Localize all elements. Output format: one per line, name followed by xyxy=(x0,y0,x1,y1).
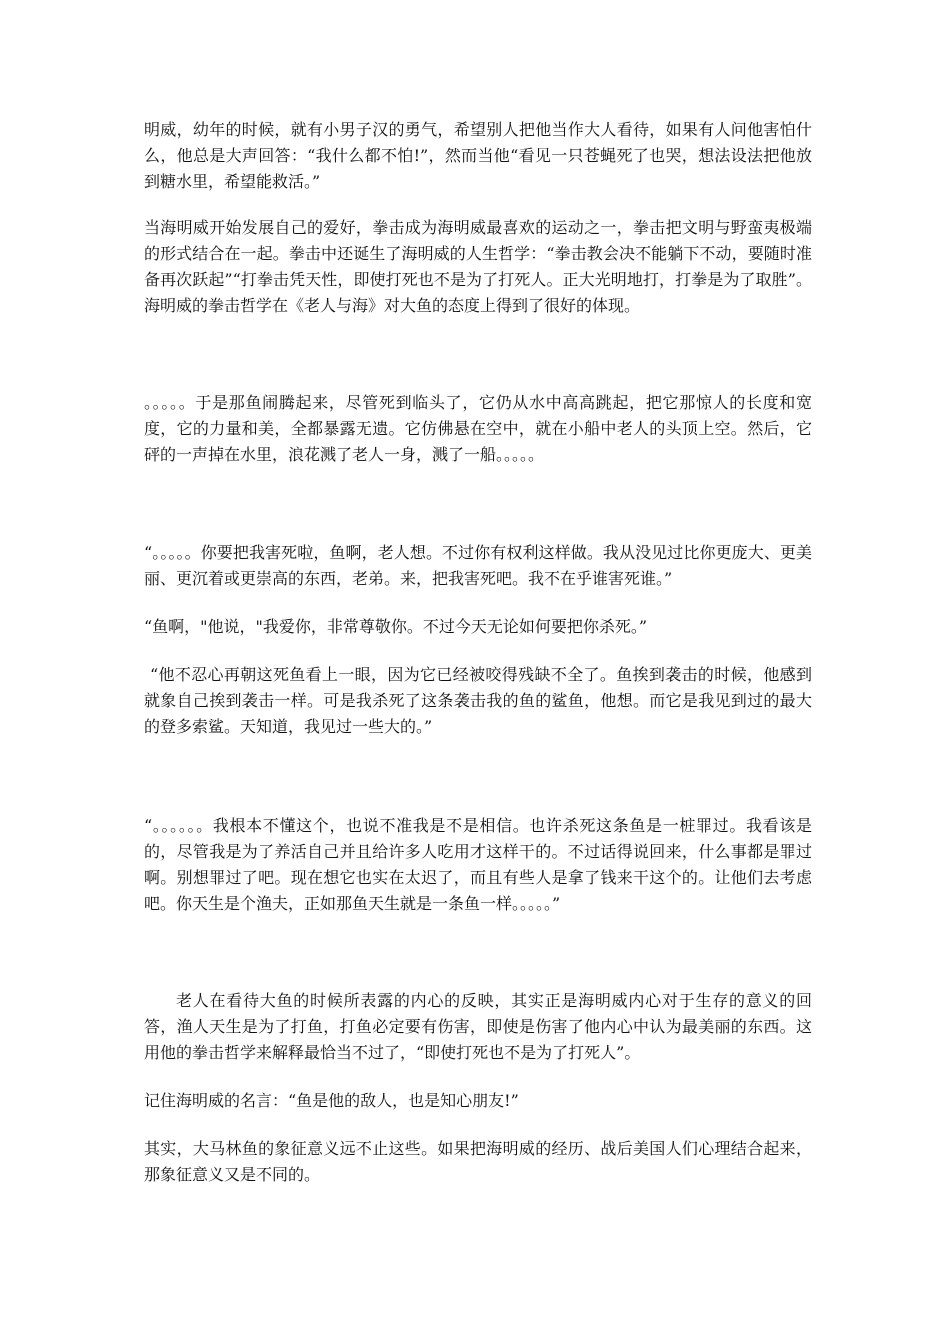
paragraph-i-love-you-quote: “鱼啊，"他说，"我爱你，非常尊敬你。不过今天无论如何要把你杀死。” xyxy=(144,617,648,636)
paragraph-kill-me-quote: “。。。。。你要把我害死啦，鱼啊，老人想。不过你有权利这样做。我从没见过比你更庞大、更美丽、更沉着或更崇高的东西，老弟。来，把我害死吧。我不在乎谁害死谁。” xyxy=(144,543,812,588)
paragraph-famous-saying: 记住海明威的名言：“鱼是他的敌人，也是知心朋友!” xyxy=(144,1091,519,1110)
paragraph-boxing-philosophy: 当海明威开始发展自己的爱好，拳击成为海明威最喜欢的运动之一，拳击把文明与野蛮夷极端的形式结合在一起。拳击中还诞生了海明威的人生哲学：“拳击教会决不能躺下不动，要随时准备再次跃起”“打拳击凭天性，即使打死也不是为了打死人。正大光明地打，打拳是为了取胜”。海明威的拳击哲学在《老人与海》对大鱼的态度上得到了很好的体现。 xyxy=(144,218,812,315)
paragraph-analysis: 老人在看待大鱼的时候所表露的内心的反映，其实正是海明威内心对于生存的意义的回答，渔人天生是为了打鱼，打鱼必定要有伤害，即使是伤害了他内心中认为最美丽的东西。这用他的拳击哲学来解释最恰当不过了，“即使打死也不是为了打死人”。 xyxy=(144,991,812,1062)
paragraph-childhood: 明威，幼年的时候，就有小男子汉的勇气，希望别人把他当作大人看待，如果有人问他害怕什么，他总是大声回答：“我什么都不怕!”，然而当他“看见一只苍蝇死了也哭，想法设法把他放到糖水里，希望能救活。” xyxy=(144,120,812,191)
paragraph-shark-quote: “他不忍心再朝这死鱼看上一眼，因为它已经被咬得残缺不全了。鱼挨到袭击的时候，他感到就象自己挨到袭击一样。可是我杀死了这条袭击我的鱼的鲨鱼，他想。而它是我见到过的最大的登多索鲨。天知道，我见过一些大的。” xyxy=(144,665,812,736)
paragraph-sin-quote: “。。。。。。我根本不懂这个，也说不准我是不是相信。也许杀死这条鱼是一桩罪过。我看该是的，尽管我是为了养活自己并且给许多人吃用才这样干的。不过话得说回来，什么事都是罪过啊。别想罪过了吧。现在想它也实在太迟了，而且有些人是拿了钱来干这个的。让他们去考虑吧。你天生是个渔夫，正如那鱼天生就是一条鱼一样。。。。。” xyxy=(144,816,812,913)
paragraph-symbolism: 其实，大马林鱼的象征意义远不止这些。如果把海明威的经历、战后美国人们心理结合起来，那象征意义又是不同的。 xyxy=(144,1139,812,1184)
paragraph-fish-leap-quote: 。。。。。于是那鱼闹腾起来，尽管死到临头了，它仍从水中高高跳起，把它那惊人的长度和宽度，它的力量和美，全都暴露无遗。它仿佛悬在空中，就在小船中老人的头顶上空。然后，它砰的一声掉在水里，浪花溅了老人一身，溅了一船。。。。。 xyxy=(144,393,812,464)
